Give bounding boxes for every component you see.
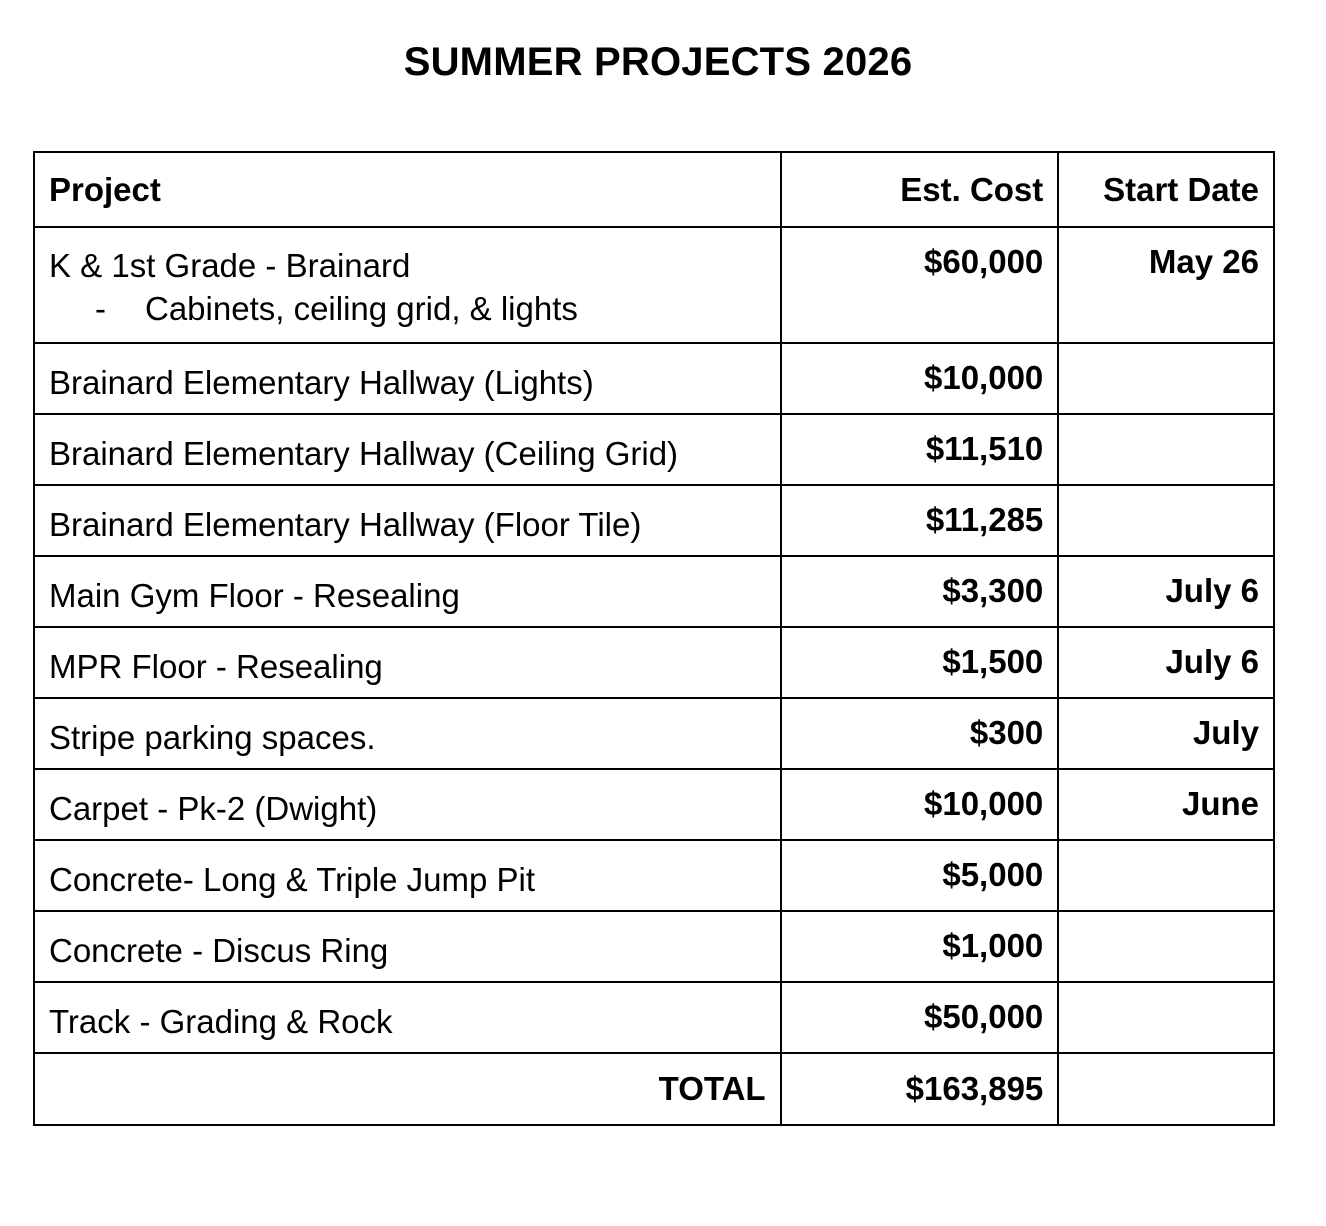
project-cell: Carpet - Pk-2 (Dwight) (34, 769, 781, 840)
table-row (34, 485, 1274, 556)
cost-cell: $50,000 (781, 982, 1059, 1053)
start-date-cell: July 6 (1058, 556, 1274, 627)
cost-cell: $300 (781, 698, 1059, 769)
dash-bullet-icon: - (95, 290, 106, 327)
column-header-start-date: Start Date (1058, 152, 1274, 227)
cost-cell: $60,000 (781, 227, 1059, 343)
table-row (34, 343, 1274, 414)
project-cell (34, 227, 781, 343)
table-row (34, 982, 1274, 1053)
start-date-cell (1058, 982, 1274, 1053)
total-date-cell (1058, 1053, 1274, 1125)
start-date-cell: July 6 (1058, 627, 1274, 698)
table-header-row (34, 152, 1274, 227)
table-row (34, 840, 1274, 911)
table-row (34, 911, 1274, 982)
table-row (34, 698, 1274, 769)
start-date-cell: July (1058, 698, 1274, 769)
table-row (34, 227, 1274, 343)
document-title: SUMMER PROJECTS 2026 (403, 40, 913, 84)
project-cell: Concrete- Long & Triple Jump Pit (34, 840, 781, 911)
total-row (34, 1053, 1274, 1125)
total-cost-cell: $163,895 (781, 1053, 1059, 1125)
total-label: TOTAL (34, 1053, 781, 1125)
start-date-cell (1058, 414, 1274, 485)
cost-cell: $10,000 (781, 343, 1059, 414)
project-cell: Track - Grading & Rock (34, 982, 781, 1053)
cost-cell: $11,285 (781, 485, 1059, 556)
start-date-cell (1058, 911, 1274, 982)
cost-cell: $1,000 (781, 911, 1059, 982)
project-cell: Main Gym Floor - Resealing (34, 556, 781, 627)
project-cell: Concrete - Discus Ring (34, 911, 781, 982)
cost-cell: $11,510 (781, 414, 1059, 485)
project-name: K & 1st Grade - Brainard (49, 247, 411, 284)
table-row (34, 627, 1274, 698)
start-date-cell: June (1058, 769, 1274, 840)
cost-cell: $10,000 (781, 769, 1059, 840)
project-cell: Brainard Elementary Hallway (Lights) (34, 343, 781, 414)
projects-table (33, 151, 1275, 1126)
project-cell: Stripe parking spaces. (34, 698, 781, 769)
table-row (34, 414, 1274, 485)
project-sub-item-text: Cabinets, ceiling grid, & lights (145, 290, 578, 327)
project-cell: Brainard Elementary Hallway (Floor Tile) (34, 485, 781, 556)
project-cell: Brainard Elementary Hallway (Ceiling Grid) (34, 414, 781, 485)
start-date-cell (1058, 840, 1274, 911)
start-date-cell: May 26 (1058, 227, 1274, 343)
start-date-cell (1058, 485, 1274, 556)
column-header-cost: Est. Cost (781, 152, 1059, 227)
project-cell: MPR Floor - Resealing (34, 627, 781, 698)
table-row (34, 769, 1274, 840)
cost-cell: $1,500 (781, 627, 1059, 698)
column-header-project: Project (34, 152, 781, 227)
cost-cell: $5,000 (781, 840, 1059, 911)
cost-cell: $3,300 (781, 556, 1059, 627)
start-date-cell (1058, 343, 1274, 414)
project-sub-item (49, 287, 766, 330)
table-row (34, 556, 1274, 627)
